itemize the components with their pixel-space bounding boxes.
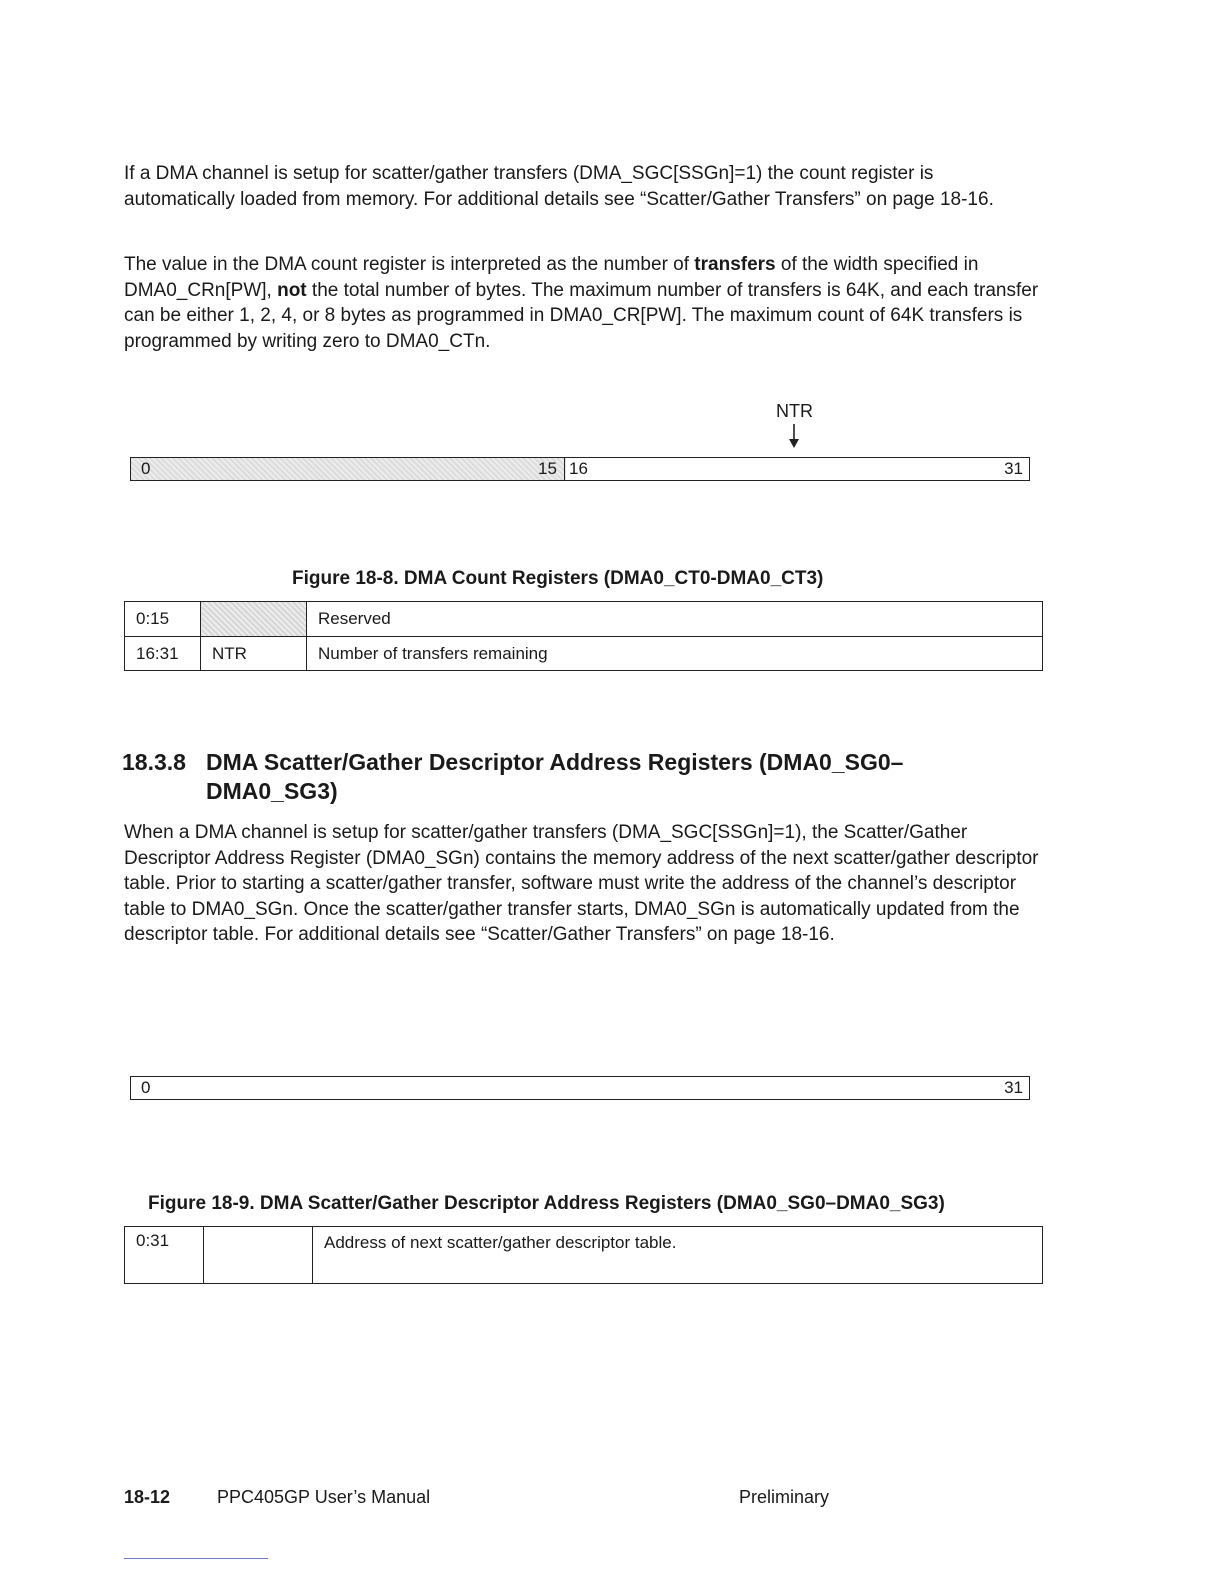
section-number: 18.3.8 xyxy=(122,749,186,775)
field-cell xyxy=(204,1227,313,1284)
figure-18-8-title: Figure 18-8. DMA Count Registers (DMA0_CT0-DMA0_CT3) xyxy=(292,568,824,589)
section-title: DMA Scatter/Gather Descriptor Address Registers (DMA0_SG0–DMA0_SG3) xyxy=(206,749,904,804)
bold-term: transfers xyxy=(694,254,776,275)
sg-register-paragraph: When a DMA channel is setup for scatter/gather transfers (DMA_SGC[SSGn]=1), the Scatter/Gather Descriptor Address Register (DMA0_SGn) contains the memory address of the next scatter/gather descriptor table. Prior to starting a scatter/gather transfer, software must write the address of the channel’s descriptor table to DMA0_SGn. Once the scatter/gather transfer starts, DMA0_SGn is automatically updated from the descriptor table. For additional details see “Scatter/Gather Transfers” on page 18-16. xyxy=(124,822,1039,945)
field-cell: NTR xyxy=(201,637,307,671)
description-text: Address of next scatter/gather descriptor table. xyxy=(324,1233,677,1252)
intro-paragraph: If a DMA channel is setup for scatter/gather transfers (DMA_SGC[SSGn]=1) the count register is automatically loaded from memory. For additional details see “Scatter/Gather Transfers” on page 18-16. xyxy=(124,163,994,210)
sg-register-diagram xyxy=(130,1076,1030,1100)
bit-label-31: 31 xyxy=(1004,459,1023,478)
bit-label-0: 0 xyxy=(141,459,151,478)
bits-cell: 16:31 xyxy=(125,637,201,671)
footer-rule xyxy=(124,1558,268,1559)
bits-cell: 0:15 xyxy=(125,602,201,637)
count-register-paragraph xyxy=(124,252,1044,354)
bit-label-16: 16 xyxy=(569,459,588,478)
table-row xyxy=(125,637,1043,671)
bit-label-0: 0 xyxy=(141,1078,151,1097)
table-row xyxy=(125,602,1043,637)
description-cell: Number of transfers remaining xyxy=(307,637,1043,671)
para-text: of the width specified in DMA0_CRn[PW], xyxy=(124,254,979,301)
field-cell xyxy=(201,602,307,637)
description-cell: Reserved xyxy=(307,602,1043,637)
down-arrow-icon xyxy=(787,424,801,450)
sg-register-field-table xyxy=(124,1226,1043,1284)
table-row xyxy=(125,1227,1043,1284)
figure-18-9-title: Figure 18-9. DMA Scatter/Gather Descriptor Address Registers (DMA0_SG0–DMA0_SG3) xyxy=(148,1193,945,1214)
description-cell xyxy=(313,1227,1043,1284)
bit-label-31: 31 xyxy=(1004,1078,1023,1097)
para-text: The value in the DMA count register is interpreted as the number of xyxy=(124,254,695,275)
para-text: the total number of bytes. The maximum number of transfers is 64K, and each transfer can be either 1, 2, 4, or 8 bytes as programmed in DMA0_CR[PW]. The maximum count of 64K transfers is programmed by writing zero to DMA0_CTn. xyxy=(124,279,1039,352)
bit-label-15: 15 xyxy=(538,459,557,478)
manual-title: PPC405GP User’s Manual xyxy=(217,1487,431,1507)
preliminary-label: Preliminary xyxy=(739,1487,830,1507)
reserved-shaded-field xyxy=(131,458,566,480)
bits-cell: 0:31 xyxy=(125,1227,204,1284)
count-register-field-table xyxy=(124,601,1043,671)
bold-term: not xyxy=(277,279,307,301)
ntr-field-label: NTR xyxy=(776,401,813,421)
count-register-diagram xyxy=(130,457,1030,481)
field-divider xyxy=(564,458,565,480)
page-number: 18-12 xyxy=(124,1487,171,1507)
